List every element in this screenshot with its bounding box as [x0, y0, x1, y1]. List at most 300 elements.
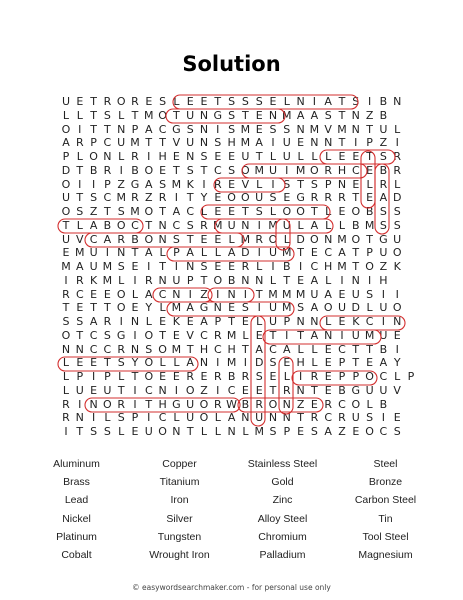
grid-letter[interactable]: T	[200, 163, 208, 177]
grid-letter[interactable]: D	[241, 246, 250, 260]
grid-letter[interactable]: U	[351, 287, 360, 301]
grid-letter[interactable]: U	[379, 301, 388, 315]
grid-letter[interactable]: I	[367, 95, 372, 108]
grid-letter[interactable]: O	[392, 301, 402, 315]
grid-letter[interactable]: I	[216, 122, 220, 136]
grid-letter[interactable]: P	[338, 356, 346, 370]
grid-letter[interactable]: R	[62, 287, 70, 301]
grid-letter[interactable]: L	[325, 218, 332, 232]
grid-letter[interactable]: N	[199, 356, 209, 370]
grid-letter[interactable]: N	[337, 177, 347, 191]
grid-letter[interactable]: P	[283, 425, 291, 438]
grid-letter[interactable]: R	[75, 273, 84, 287]
grid-letter[interactable]: I	[271, 136, 275, 150]
grid-letter[interactable]: C	[365, 315, 374, 328]
grid-letter[interactable]: U	[282, 218, 291, 232]
grid-letter[interactable]: I	[340, 273, 344, 287]
grid-letter[interactable]: I	[64, 425, 68, 438]
grid-letter[interactable]: M	[282, 287, 292, 301]
grid-letter[interactable]: S	[228, 108, 236, 122]
grid-letter[interactable]: N	[324, 328, 333, 342]
grid-letter[interactable]: R	[393, 163, 402, 177]
grid-letter[interactable]: E	[283, 191, 291, 205]
grid-letter[interactable]: S	[200, 260, 208, 273]
grid-letter[interactable]: Z	[117, 177, 125, 191]
grid-letter[interactable]: T	[297, 246, 304, 260]
grid-letter[interactable]: S	[283, 177, 291, 191]
grid-letter[interactable]: O	[144, 232, 154, 246]
grid-letter[interactable]: U	[268, 163, 278, 177]
grid-letter[interactable]: B	[227, 273, 236, 287]
grid-letter[interactable]: O	[392, 246, 402, 260]
grid-letter[interactable]: U	[351, 411, 360, 425]
grid-letter[interactable]: B	[379, 163, 388, 177]
grid-letter[interactable]: C	[324, 246, 333, 260]
grid-letter[interactable]: S	[379, 150, 387, 163]
grid-letter[interactable]: E	[324, 356, 332, 370]
grid-letter[interactable]: U	[89, 246, 98, 260]
grid-letter[interactable]: M	[171, 177, 182, 191]
grid-letter[interactable]: U	[379, 328, 388, 342]
grid-letter[interactable]: E	[255, 108, 263, 122]
grid-letter[interactable]: Z	[89, 205, 98, 218]
grid-letter[interactable]: E	[255, 383, 263, 397]
grid-letter[interactable]: O	[241, 191, 250, 205]
grid-letter[interactable]: I	[147, 260, 151, 273]
grid-letter[interactable]: N	[117, 246, 126, 260]
grid-letter[interactable]: C	[379, 370, 388, 383]
grid-letter[interactable]: T	[311, 383, 318, 397]
grid-letter[interactable]: M	[226, 356, 237, 370]
grid-letter[interactable]: L	[159, 301, 166, 315]
grid-letter[interactable]: T	[186, 232, 194, 246]
grid-letter[interactable]: E	[255, 122, 263, 136]
grid-letter[interactable]: K	[186, 177, 194, 191]
grid-letter[interactable]: L	[118, 370, 125, 383]
grid-letter[interactable]: R	[103, 163, 112, 177]
grid-letter[interactable]: O	[323, 301, 333, 315]
grid-letter[interactable]: A	[145, 246, 153, 260]
grid-letter[interactable]: T	[131, 246, 139, 260]
grid-letter[interactable]: B	[103, 218, 112, 232]
grid-letter[interactable]: I	[78, 177, 82, 191]
grid-letter[interactable]: S	[159, 95, 167, 108]
grid-letter[interactable]: R	[117, 397, 126, 411]
grid-letter[interactable]: S	[352, 95, 360, 108]
grid-letter[interactable]: R	[131, 95, 139, 108]
grid-letter[interactable]: C	[310, 260, 319, 273]
grid-letter[interactable]: H	[379, 273, 388, 287]
grid-letter[interactable]: T	[255, 287, 263, 301]
grid-letter[interactable]: S	[186, 163, 194, 177]
grid-letter[interactable]: I	[216, 356, 220, 370]
grid-letter[interactable]: I	[133, 383, 137, 397]
grid-letter[interactable]: P	[407, 370, 415, 383]
grid-letter[interactable]: H	[227, 342, 236, 356]
grid-letter[interactable]: E	[76, 356, 84, 370]
grid-letter[interactable]: O	[61, 328, 71, 342]
grid-letter[interactable]: M	[282, 108, 292, 122]
grid-letter[interactable]: R	[310, 411, 319, 425]
grid-letter[interactable]: I	[188, 287, 192, 301]
grid-letter[interactable]: N	[241, 218, 250, 232]
grid-letter[interactable]: E	[172, 370, 180, 383]
grid-letter[interactable]: A	[186, 356, 194, 370]
grid-letter[interactable]: T	[242, 108, 249, 122]
grid-letter[interactable]: N	[351, 273, 360, 287]
grid-letter[interactable]: T	[269, 383, 277, 397]
grid-letter[interactable]: S	[103, 108, 111, 122]
grid-letter[interactable]: E	[131, 301, 139, 315]
grid-letter[interactable]: I	[257, 218, 261, 232]
grid-letter[interactable]: I	[133, 273, 137, 287]
grid-letter[interactable]: T	[338, 95, 346, 108]
grid-letter[interactable]: O	[61, 122, 71, 136]
grid-letter[interactable]: G	[351, 383, 361, 397]
grid-letter[interactable]: L	[118, 425, 125, 438]
grid-letter[interactable]: N	[199, 136, 209, 150]
grid-letter[interactable]: E	[310, 397, 318, 411]
grid-letter[interactable]: N	[310, 315, 319, 328]
grid-letter[interactable]: O	[144, 163, 154, 177]
grid-letter[interactable]: A	[255, 136, 263, 150]
grid-letter[interactable]: P	[131, 122, 139, 136]
grid-letter[interactable]: H	[337, 163, 347, 177]
grid-letter[interactable]: T	[104, 122, 111, 136]
grid-letter[interactable]: L	[62, 108, 70, 122]
grid-letter[interactable]: Z	[379, 260, 388, 273]
grid-letter[interactable]: L	[256, 177, 263, 191]
grid-letter[interactable]: L	[366, 301, 373, 315]
grid-letter[interactable]: C	[227, 383, 236, 397]
grid-letter[interactable]: N	[103, 150, 112, 163]
grid-letter[interactable]: I	[243, 287, 248, 301]
grid-letter[interactable]: T	[338, 136, 346, 150]
grid-letter[interactable]: E	[159, 370, 167, 383]
grid-letter[interactable]: I	[91, 411, 96, 425]
grid-letter[interactable]: I	[354, 136, 358, 150]
grid-letter[interactable]: H	[158, 397, 167, 411]
grid-letter[interactable]: E	[324, 370, 332, 383]
grid-letter[interactable]: A	[310, 328, 319, 342]
grid-letter[interactable]: N	[186, 260, 195, 273]
grid-letter[interactable]: R	[62, 397, 70, 411]
grid-letter[interactable]: R	[144, 273, 153, 287]
grid-letter[interactable]: K	[172, 315, 180, 328]
grid-letter[interactable]: C	[379, 425, 388, 438]
grid-letter[interactable]: T	[90, 108, 97, 122]
grid-letter[interactable]: I	[367, 273, 372, 287]
grid-letter[interactable]: L	[145, 315, 152, 328]
grid-letter[interactable]: R	[213, 177, 222, 191]
grid-letter[interactable]: I	[119, 163, 123, 177]
grid-letter[interactable]: A	[227, 411, 236, 425]
grid-letter[interactable]: P	[366, 246, 373, 260]
grid-letter[interactable]: L	[62, 356, 70, 370]
grid-letter[interactable]: N	[158, 383, 167, 397]
grid-letter[interactable]: I	[119, 315, 123, 328]
grid-letter[interactable]: I	[174, 260, 179, 273]
grid-letter[interactable]: A	[62, 136, 70, 150]
grid-letter[interactable]: A	[172, 205, 181, 218]
grid-letter[interactable]: I	[381, 411, 386, 425]
grid-letter[interactable]: E	[103, 287, 111, 301]
grid-letter[interactable]: O	[116, 218, 126, 232]
grid-letter[interactable]: B	[379, 95, 388, 108]
grid-letter[interactable]: B	[338, 383, 346, 397]
grid-letter[interactable]: G	[296, 191, 305, 205]
grid-letter[interactable]: M	[295, 287, 306, 301]
grid-letter[interactable]: N	[61, 342, 71, 356]
grid-letter[interactable]: T	[76, 191, 84, 205]
grid-letter[interactable]: B	[352, 218, 360, 232]
grid-letter[interactable]: L	[242, 328, 249, 342]
grid-letter[interactable]: S	[186, 218, 194, 232]
grid-letter[interactable]: H	[199, 342, 209, 356]
grid-letter[interactable]: I	[298, 370, 303, 383]
grid-letter[interactable]: B	[365, 205, 374, 218]
grid-letter[interactable]: Z	[200, 287, 208, 301]
grid-letter[interactable]: N	[296, 122, 305, 136]
grid-letter[interactable]: T	[90, 95, 97, 108]
grid-letter[interactable]: N	[186, 150, 195, 163]
grid-letter[interactable]: N	[158, 218, 167, 232]
grid-letter[interactable]: E	[228, 205, 236, 218]
grid-letter[interactable]: R	[103, 95, 112, 108]
grid-letter[interactable]: V	[172, 136, 181, 150]
grid-letter[interactable]: L	[200, 246, 208, 260]
grid-letter[interactable]: I	[395, 342, 399, 356]
grid-letter[interactable]: O	[365, 260, 374, 273]
grid-letter[interactable]: U	[310, 287, 319, 301]
grid-letter[interactable]: R	[379, 177, 388, 191]
grid-letter[interactable]: L	[118, 108, 125, 122]
grid-letter[interactable]: T	[311, 205, 318, 218]
grid-letter[interactable]: L	[338, 218, 346, 232]
grid-letter[interactable]: N	[199, 122, 209, 136]
grid-letter[interactable]: M	[309, 122, 320, 136]
grid-letter[interactable]: U	[268, 246, 278, 260]
grid-letter[interactable]: E	[200, 370, 208, 383]
grid-letter[interactable]: Z	[338, 425, 346, 438]
grid-letter[interactable]: T	[269, 328, 277, 342]
grid-letter[interactable]: I	[147, 411, 151, 425]
grid-letter[interactable]: P	[90, 136, 97, 150]
grid-letter[interactable]: E	[90, 383, 98, 397]
grid-letter[interactable]: T	[104, 205, 111, 218]
grid-letter[interactable]: L	[269, 273, 277, 287]
grid-letter[interactable]: T	[214, 95, 222, 108]
grid-letter[interactable]: R	[241, 370, 250, 383]
grid-letter[interactable]: E	[214, 205, 222, 218]
grid-letter[interactable]: H	[227, 136, 236, 150]
grid-letter[interactable]: E	[241, 383, 249, 397]
grid-letter[interactable]: T	[255, 150, 263, 163]
grid-letter[interactable]: L	[394, 122, 401, 136]
grid-letter[interactable]: L	[325, 205, 332, 218]
grid-letter[interactable]: N	[241, 273, 250, 287]
grid-letter[interactable]: M	[130, 136, 140, 150]
grid-letter[interactable]: L	[325, 273, 332, 287]
grid-letter[interactable]: T	[62, 301, 70, 315]
grid-letter[interactable]: O	[213, 273, 223, 287]
grid-letter[interactable]: A	[283, 342, 291, 356]
grid-letter[interactable]: C	[200, 328, 208, 342]
grid-letter[interactable]: I	[216, 383, 220, 397]
grid-letter[interactable]: U	[61, 95, 71, 108]
grid-letter[interactable]: O	[61, 177, 71, 191]
grid-letter[interactable]: E	[310, 246, 318, 260]
grid-letter[interactable]: E	[352, 177, 360, 191]
grid-letter[interactable]: A	[255, 342, 263, 356]
grid-letter[interactable]: E	[214, 191, 222, 205]
grid-letter[interactable]: T	[173, 108, 180, 122]
grid-letter[interactable]: I	[395, 136, 399, 150]
grid-letter[interactable]: T	[352, 260, 360, 273]
grid-letter[interactable]: M	[282, 301, 292, 315]
grid-letter[interactable]: R	[75, 136, 84, 150]
grid-letter[interactable]: C	[89, 232, 98, 246]
grid-letter[interactable]: N	[241, 411, 250, 425]
grid-letter[interactable]: M	[240, 122, 251, 136]
grid-letter[interactable]: A	[296, 108, 305, 122]
grid-letter[interactable]: N	[282, 411, 291, 425]
grid-letter[interactable]: S	[159, 177, 167, 191]
grid-letter[interactable]: T	[297, 177, 304, 191]
grid-letter[interactable]: R	[282, 383, 291, 397]
grid-letter[interactable]: G	[172, 122, 181, 136]
grid-letter[interactable]: I	[340, 328, 344, 342]
grid-letter[interactable]: A	[89, 218, 98, 232]
grid-letter[interactable]: N	[310, 136, 319, 150]
grid-letter[interactable]: L	[118, 273, 125, 287]
grid-letter[interactable]: C	[103, 342, 112, 356]
grid-letter[interactable]: E	[338, 150, 346, 163]
grid-letter[interactable]: L	[118, 150, 125, 163]
grid-letter[interactable]: N	[282, 397, 291, 411]
grid-letter[interactable]: E	[324, 383, 332, 397]
grid-letter[interactable]: L	[311, 356, 318, 370]
grid-letter[interactable]: I	[298, 260, 303, 273]
grid-letter[interactable]: P	[352, 370, 360, 383]
grid-letter[interactable]: E	[228, 260, 236, 273]
grid-letter[interactable]: Y	[200, 191, 208, 205]
grid-letter[interactable]: Z	[365, 108, 374, 122]
grid-letter[interactable]: O	[199, 411, 209, 425]
grid-letter[interactable]: U	[144, 425, 153, 438]
grid-letter[interactable]: E	[172, 328, 180, 342]
grid-letter[interactable]: V	[186, 328, 194, 342]
grid-letter[interactable]: R	[117, 342, 126, 356]
grid-letter[interactable]: C	[75, 287, 84, 301]
grid-letter[interactable]: L	[311, 150, 318, 163]
grid-letter[interactable]: U	[365, 383, 374, 397]
grid-letter[interactable]: R	[338, 411, 346, 425]
grid-letter[interactable]: T	[76, 163, 84, 177]
grid-letter[interactable]: L	[214, 411, 221, 425]
grid-letter[interactable]: I	[174, 383, 179, 397]
grid-letter[interactable]: S	[103, 425, 111, 438]
grid-letter[interactable]: T	[76, 425, 84, 438]
grid-letter[interactable]: M	[171, 301, 182, 315]
grid-letter[interactable]: M	[102, 260, 113, 273]
grid-letter[interactable]: S	[117, 205, 125, 218]
grid-letter[interactable]: U	[186, 397, 195, 411]
grid-letter[interactable]: S	[269, 425, 277, 438]
grid-letter[interactable]: A	[324, 287, 332, 301]
grid-letter[interactable]: L	[200, 205, 208, 218]
grid-letter[interactable]: I	[133, 397, 137, 411]
grid-letter[interactable]: M	[282, 246, 292, 260]
grid-letter[interactable]: L	[76, 108, 83, 122]
grid-letter[interactable]: P	[76, 370, 84, 383]
grid-letter[interactable]: U	[255, 191, 264, 205]
grid-letter[interactable]: T	[242, 205, 249, 218]
grid-letter[interactable]: I	[105, 246, 110, 260]
grid-letter[interactable]: C	[213, 163, 222, 177]
grid-letter[interactable]: R	[255, 397, 264, 411]
grid-letter[interactable]: S	[117, 260, 125, 273]
grid-letter[interactable]: U	[186, 108, 195, 122]
grid-letter[interactable]: U	[186, 136, 195, 150]
grid-letter[interactable]: M	[364, 218, 375, 232]
grid-letter[interactable]: I	[202, 177, 206, 191]
grid-letter[interactable]: P	[62, 150, 70, 163]
grid-letter[interactable]: O	[116, 287, 126, 301]
grid-letter[interactable]: A	[324, 95, 332, 108]
grid-letter[interactable]: E	[241, 315, 249, 328]
grid-letter[interactable]: L	[76, 150, 83, 163]
grid-letter[interactable]: N	[172, 287, 181, 301]
grid-letter[interactable]: C	[213, 342, 222, 356]
grid-letter[interactable]: M	[337, 232, 347, 246]
grid-letter[interactable]: L	[256, 315, 263, 328]
grid-letter[interactable]: P	[338, 370, 346, 383]
grid-letter[interactable]: L	[311, 342, 318, 356]
grid-letter[interactable]: E	[172, 150, 180, 163]
grid-letter[interactable]: T	[117, 383, 125, 397]
grid-letter[interactable]: Z	[145, 191, 153, 205]
grid-letter[interactable]: L	[214, 425, 221, 438]
grid-letter[interactable]: L	[173, 411, 180, 425]
grid-letter[interactable]: U	[241, 150, 250, 163]
grid-letter[interactable]: S	[228, 163, 236, 177]
grid-letter[interactable]: C	[131, 218, 139, 232]
grid-letter[interactable]: T	[145, 218, 153, 232]
grid-letter[interactable]: S	[366, 287, 374, 301]
grid-letter[interactable]: I	[271, 260, 275, 273]
grid-letter[interactable]: O	[227, 191, 236, 205]
grid-letter[interactable]: V	[76, 232, 84, 246]
grid-letter[interactable]: Y	[393, 356, 401, 370]
grid-letter[interactable]: U	[172, 273, 181, 287]
grid-letter[interactable]: S	[255, 205, 263, 218]
grid-letter[interactable]: U	[227, 218, 236, 232]
grid-letter[interactable]: T	[352, 342, 360, 356]
grid-letter[interactable]: B	[379, 397, 388, 411]
grid-letter[interactable]: S	[228, 95, 236, 108]
grid-letter[interactable]: P	[324, 177, 332, 191]
grid-letter[interactable]: O	[158, 108, 167, 122]
grid-letter[interactable]: C	[89, 328, 98, 342]
grid-letter[interactable]: M	[254, 425, 264, 438]
grid-letter[interactable]: S	[269, 191, 277, 205]
grid-letter[interactable]: E	[324, 342, 332, 356]
grid-letter[interactable]: K	[89, 273, 98, 287]
grid-letter[interactable]: S	[228, 122, 236, 136]
grid-letter[interactable]: C	[158, 287, 167, 301]
grid-letter[interactable]: S	[200, 150, 208, 163]
